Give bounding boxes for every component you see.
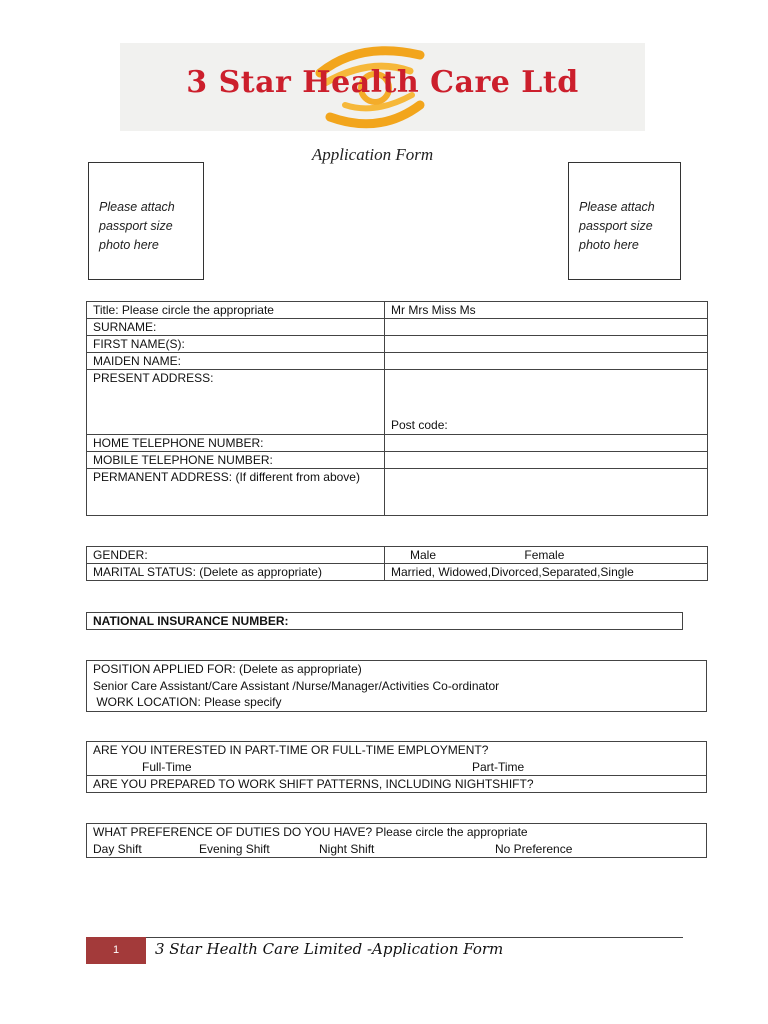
national-insurance-label: NATIONAL INSURANCE NUMBER: xyxy=(93,614,289,628)
shift-pattern-question[interactable]: ARE YOU PREPARED TO WORK SHIFT PATTERNS, INCLUDING NIGHTSHIFT? xyxy=(87,775,707,792)
work-location-label: WORK LOCATION: Please specify xyxy=(93,695,282,709)
night-shift-option[interactable]: Night Shift xyxy=(319,841,375,856)
page-number: 1 xyxy=(86,937,146,964)
first-names-label: FIRST NAME(S): xyxy=(87,336,385,353)
maiden-name-label: MAIDEN NAME: xyxy=(87,353,385,370)
full-time-option[interactable]: Full-Time xyxy=(142,759,192,774)
present-address-label: PRESENT ADDRESS: xyxy=(87,370,385,435)
photo-instructions-left xyxy=(99,198,199,255)
no-preference-option[interactable]: No Preference xyxy=(495,841,573,856)
present-address-field[interactable] xyxy=(385,370,708,435)
first-names-field[interactable] xyxy=(385,336,708,353)
photo-text-line: passport size xyxy=(99,219,173,233)
evening-shift-option[interactable]: Evening Shift xyxy=(199,841,270,856)
duties-field xyxy=(87,824,707,858)
photo-instructions-right xyxy=(579,198,679,255)
form-title: Application Form xyxy=(311,145,434,164)
duties-table xyxy=(86,823,707,858)
surname-field[interactable] xyxy=(385,319,708,336)
mobile-phone-label: MOBILE TELEPHONE NUMBER: xyxy=(87,452,385,469)
employment-type-field xyxy=(87,742,707,776)
mobile-phone-field[interactable] xyxy=(385,452,708,469)
post-code-label: Post code: xyxy=(391,418,448,432)
marital-status-label: MARITAL STATUS: (Delete as appropriate) xyxy=(87,564,385,581)
photo-box-left[interactable] xyxy=(88,162,204,280)
position-field[interactable] xyxy=(87,661,707,712)
surname-label: SURNAME: xyxy=(87,319,385,336)
gender-female-option[interactable]: Female xyxy=(524,548,565,562)
photo-text-line: Please attach xyxy=(99,200,175,214)
personal-details-table xyxy=(86,301,708,516)
footer-rule xyxy=(86,937,683,938)
footer-text: 3 Star Health Care Limited -Application Form xyxy=(155,940,504,958)
national-insurance-table xyxy=(86,612,683,630)
position-table xyxy=(86,660,707,712)
employment-question: ARE YOU INTERESTED IN PART-TIME OR FULL-TIME EMPLOYMENT? xyxy=(93,743,489,757)
gender-male-option[interactable]: Male xyxy=(410,548,437,562)
title-label: Title: Please circle the appropriate xyxy=(87,302,385,319)
photo-text-line: photo here xyxy=(579,238,639,252)
gender-label: GENDER: xyxy=(87,547,385,564)
duties-question: WHAT PREFERENCE OF DUTIES DO YOU HAVE? Please circle the appropriate xyxy=(93,825,528,839)
position-options[interactable]: Senior Care Assistant/Care Assistant /Nurse/Manager/Activities Co-ordinator xyxy=(93,678,500,693)
day-shift-option[interactable]: Day Shift xyxy=(93,841,142,856)
marital-status-options[interactable]: Married, Widowed,Divorced,Separated,Single xyxy=(385,564,708,581)
home-phone-label: HOME TELEPHONE NUMBER: xyxy=(87,435,385,452)
home-phone-field[interactable] xyxy=(385,435,708,452)
title-options[interactable]: Mr Mrs Miss Ms xyxy=(385,302,708,319)
part-time-option[interactable]: Part-Time xyxy=(472,759,525,774)
permanent-address-field[interactable] xyxy=(385,469,708,516)
gender-marital-table xyxy=(86,546,708,581)
duties-options xyxy=(93,841,700,857)
photo-box-right[interactable] xyxy=(568,162,681,280)
photo-text-line: photo here xyxy=(99,238,159,252)
employment-options xyxy=(93,759,700,775)
company-logo-banner xyxy=(120,43,645,131)
maiden-name-field[interactable] xyxy=(385,353,708,370)
logo-text: 3 Star Health Care Ltd xyxy=(186,65,579,100)
position-label: POSITION APPLIED FOR: (Delete as appropriate) xyxy=(93,662,362,676)
photo-text-line: Please attach xyxy=(579,200,655,214)
employment-table xyxy=(86,741,707,793)
photo-text-line: passport size xyxy=(579,219,653,233)
gender-options xyxy=(385,547,708,564)
national-insurance-field[interactable] xyxy=(87,613,683,630)
permanent-address-label: PERMANENT ADDRESS: (If different from above) xyxy=(87,469,385,516)
